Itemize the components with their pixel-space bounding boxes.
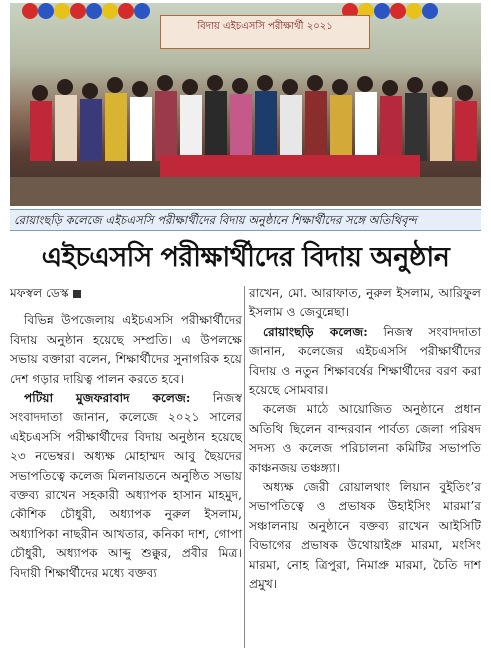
event-banner: বিদায় এইচএসসি পরীক্ষার্থী ২০২১	[160, 15, 370, 49]
square-icon	[73, 290, 81, 298]
dateline-text: মফস্বল ডেস্ক	[10, 286, 69, 300]
headline: এইচএসসি পরীক্ষার্থীদের বিদায় অনুষ্ঠান	[41, 242, 450, 273]
article-column-left	[10, 284, 242, 652]
paragraph-text: নিজস্ব সংবাদদাতা জানান, কলেজে ২০২১ সালের এইচএসসি পরীক্ষার্থীদের বিদায় অনুষ্ঠান হয়েছে ২৩ নভেম্বর। অধ্যক্ষ মোহাম্মদ আবু ছৈয়দের সভাপতিত্বে কলেজ মিলনায়তনে অনুষ্ঠিত সভায় বক্তব্য রাখেন সহকারী অধ্যাপক হাসান মাহমুদ, কৌশিক চৌধুরী, অধ্যাপক নুরুল ইসলাম, অধ্যাপিকা নাছরীন আখতার, কনিকা দাশ, গোপা চৌধুরী, অধ্যাপক আব্দু শুক্কুর, প্রবীর মিত্র। বিদায়ী শিক্ষার্থীদের মধ্যে বক্তব্য	[10, 391, 242, 580]
paragraph	[10, 389, 242, 583]
photo-caption: রোয়াংছড়ি কলেজে এইচএসসি পরীক্ষার্থীদের বিদায় অনুষ্ঠানে শিক্ষার্থীদের সঙ্গে অতিথিবৃন্দ	[10, 209, 481, 231]
paragraph	[249, 323, 481, 401]
paragraph-text: নিজস্ব সংবাদদাতা জানান, কলেজের এইচএসসি পরীক্ষার্থীদের বিদায় ও নতুন শিক্ষাবর্ষের শিক্ষার্থীদের বরণ করা হয়েছে সোমবার।	[249, 324, 481, 398]
paragraph: কলেজ মাঠে আয়োজিত অনুষ্ঠানে প্রধান অতিথি ছিলেন বান্দরবান পার্বত্য জেলা পরিষদ সদস্য ও কলেজ পরিচালনা কমিটির সভাপতি কাঞ্চনজয় তঞ্চঙ্গ্যা।	[249, 402, 481, 475]
article-column-right	[249, 284, 481, 652]
paragraph: অধ্যক্ষ জেরী রোয়ালথাং লিয়ান বুইতিং’র সভাপতিত্বে ও প্রভাষক উহাইসিং মারমা’র সঞ্চালনায় অনুষ্ঠানে বক্তব্য রাখেন আইসিটি বিভাগের প্রভাষক উথোয়াইপ্রু মারমা, মংসিং মারমা, নোহ ত্রিপুরা, নিমাপ্রু মারমা, চৈতি দাশ প্রমুখ।	[249, 480, 481, 592]
section-lead: পটিয়া মুজফরাবাদ কলেজ:	[24, 391, 191, 406]
column-divider	[244, 286, 245, 648]
news-photo	[10, 3, 481, 206]
front-table	[160, 155, 420, 177]
paragraph: রাখেন, মো. আরাফাত, নুরুল ইসলাম, আরিফুল ইসলাম ও জেবুন্নেছা।	[249, 286, 481, 320]
crowd-illustration	[10, 53, 481, 163]
paragraph: বিভিন্ন উপজেলায় এইচএসসি পরীক্ষার্থীদের বিদায় অনুষ্ঠান হয়েছে সম্প্রতি। এ উপলক্ষে সভায় বক্তারা বলেন, শিক্ষার্থীদের সুনাগরিক হয়ে দেশ গড়ার দায়িত্ব পালন করতে হবে।	[10, 313, 242, 386]
floor	[10, 177, 481, 206]
dateline	[10, 284, 242, 303]
section-lead: রোয়াংছড়ি কলেজ:	[263, 324, 368, 339]
